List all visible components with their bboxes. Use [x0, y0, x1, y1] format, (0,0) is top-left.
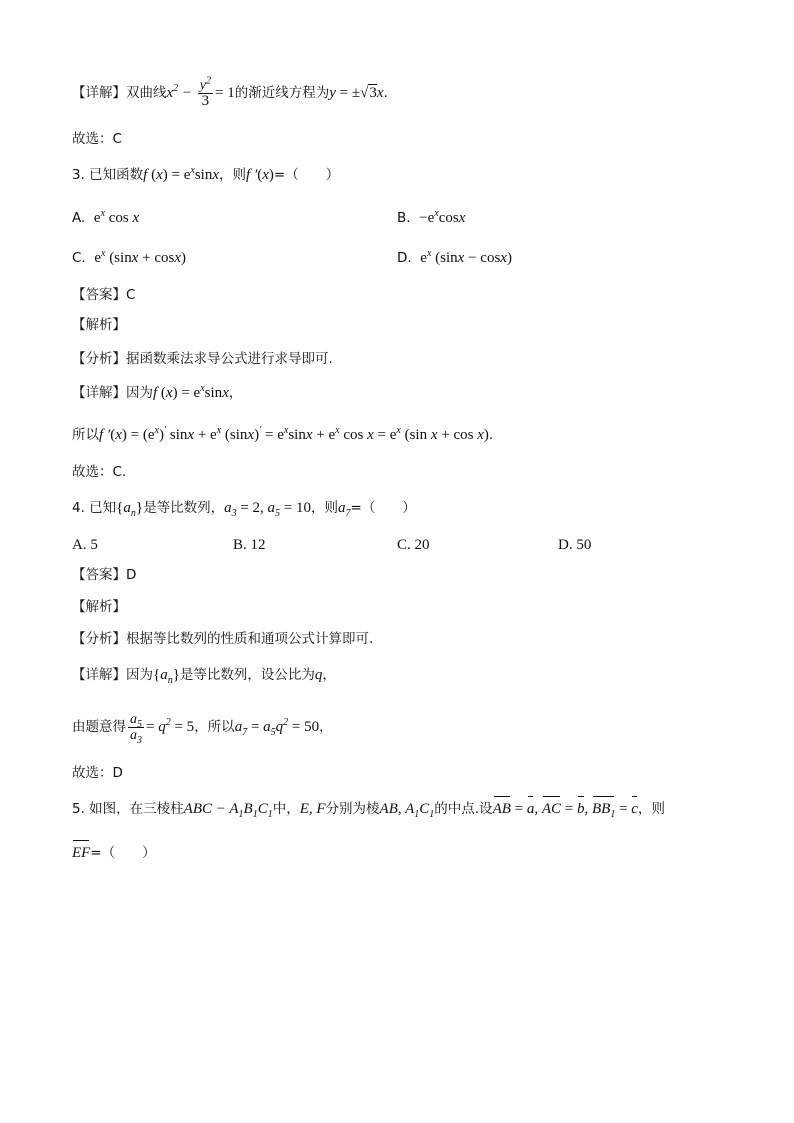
q4-blank: =（ ） [350, 500, 416, 516]
q5-stem-mid2: 分别为棱 [325, 801, 380, 817]
q4-youti [72, 712, 333, 746]
q4-option-a: A. 5 [72, 537, 98, 553]
q4-sequence: $\{a_n\}$ [116, 500, 144, 519]
detail-hyperbola-line [72, 75, 388, 109]
q3-stem-text: 3. 已知函数 [72, 167, 144, 183]
q4-detail-end: ， [322, 667, 336, 683]
q3-suoyi-prefix: 所以 [72, 427, 99, 443]
choice-line: 故选：C [72, 131, 122, 147]
q3-option-a-label: A. [72, 210, 86, 226]
detail-mid: 的渐近线方程为 [234, 84, 330, 101]
q4-stem-text: 4. 已知 [72, 500, 117, 516]
q5-stem-mid3: 的中点.设 [434, 801, 493, 817]
q3-answer: 【答案】C [72, 287, 136, 303]
q5-target-vector: EF [72, 845, 90, 861]
q5-stem-mid1: 中， [272, 801, 300, 817]
q3-option-a [72, 207, 139, 229]
q3-fenxi: 【分析】据函数乘法求导公式进行求导即可. [72, 351, 333, 367]
q5-vectors: AB = a, AC = b, $BB_1 = c$ [493, 801, 638, 817]
q4-stem-mid: 是等比数列， [143, 500, 225, 516]
q5-prism: ABC − $A_1B_1C_1$ [183, 801, 273, 820]
q4-conditions: $a_3 = 2$, $a_5 = 10$ [224, 500, 312, 519]
q4-youti-end: ， [319, 718, 333, 735]
q5-stem-end: ，则 [637, 801, 665, 817]
q4-analysis-heading: 【解析】 [72, 599, 126, 615]
q3-option-c-expr: $e^x$ (sinx + cosx) [94, 248, 186, 266]
q5-edges: AB, $A_1C_1$ [379, 801, 435, 820]
q3-derivation: f $'(x) = (e^x)'$ $\sin x + e^x$ $(\sin x)' = e^x\sin x + e^x$ $\cos x = e^x$ (sin x + cos x) [99, 425, 489, 443]
q3-detail-prefix: 【详解】因为 [72, 385, 153, 401]
question-4-stem [72, 497, 416, 519]
q4-option-d: D. 50 [558, 537, 592, 553]
q3-detail-end: ， [228, 385, 243, 401]
asymptote-equation: y = ±√3x [329, 84, 384, 101]
question-5-target [72, 842, 156, 864]
q4-option-c: C. 20 [397, 537, 430, 553]
q4-option-b: B. 12 [233, 537, 266, 553]
q3-option-c [72, 247, 186, 269]
q4-target: $a_7$ [338, 500, 351, 519]
q3-option-d-expr: $e^x$ (sinx − cosx) [420, 248, 512, 266]
q3-analysis-heading: 【解析】 [72, 317, 126, 333]
q3-function: f $(x) = e^x\sin x$ [143, 165, 220, 183]
q3-option-a-expr: $e^x$ cos x [93, 208, 140, 226]
q5-blank: =（ ） [90, 845, 156, 861]
q4-detail-prefix: 【详解】因为 [72, 667, 153, 683]
q3-option-b-label: B. [397, 210, 411, 226]
q3-option-c-label: C. [72, 250, 86, 266]
q4-fenxi: 【分析】根据等比数列的性质和通项公式计算即可. [72, 631, 374, 647]
q3-option-b [397, 207, 465, 229]
detail-end: . [383, 84, 388, 101]
q3-detail-function: f $(x) = e^x\sin x$ [153, 383, 229, 401]
q3-blank: =（ ） [273, 167, 340, 183]
q3-derivative: f ′(x) [246, 167, 274, 183]
q3-option-d-label: D. [397, 250, 412, 266]
q4-detail-mid: 是等比数列，设公比为 [179, 667, 315, 683]
q4-ratio-equation: $\frac{a_5}{a_3}$ = $q^2 = 5$ [130, 712, 195, 746]
q4-detail [72, 664, 336, 686]
q3-choice: 故选：C. [72, 464, 127, 480]
q4-ratio-symbol: q [314, 667, 323, 683]
q3-suoyi [72, 424, 493, 446]
q3-option-d [397, 247, 512, 269]
question-5-stem [72, 798, 665, 820]
q5-points: E, F [299, 801, 326, 817]
q4-youti-prefix: 由题意得 [72, 718, 126, 735]
q3-detail [72, 382, 242, 404]
q4-answer: 【答案】D [72, 567, 137, 583]
q5-stem-text: 5. 如图，在三棱柱 [72, 801, 184, 817]
detail-prefix: 【详解】双曲线 [72, 84, 167, 101]
q3-then: ，则 [219, 167, 247, 183]
q4-detail-sequence: $\{a_n\}$ [153, 667, 180, 686]
q3-suoyi-end: . [488, 427, 494, 443]
hyperbola-equation: $x^2$ − $\frac{y^2}{3}$ = 1 [166, 75, 235, 109]
q4-youti-mid: ，所以 [194, 718, 235, 735]
question-3-stem [72, 164, 339, 186]
q4-stem-end: ，则 [311, 500, 339, 516]
q4-choice: 故选：D [72, 765, 123, 781]
q3-option-b-expr: $-e^x\cos x$ [419, 208, 466, 226]
q4-result-equation: $a_7 = a_5q^2 = 50$ [234, 716, 320, 738]
